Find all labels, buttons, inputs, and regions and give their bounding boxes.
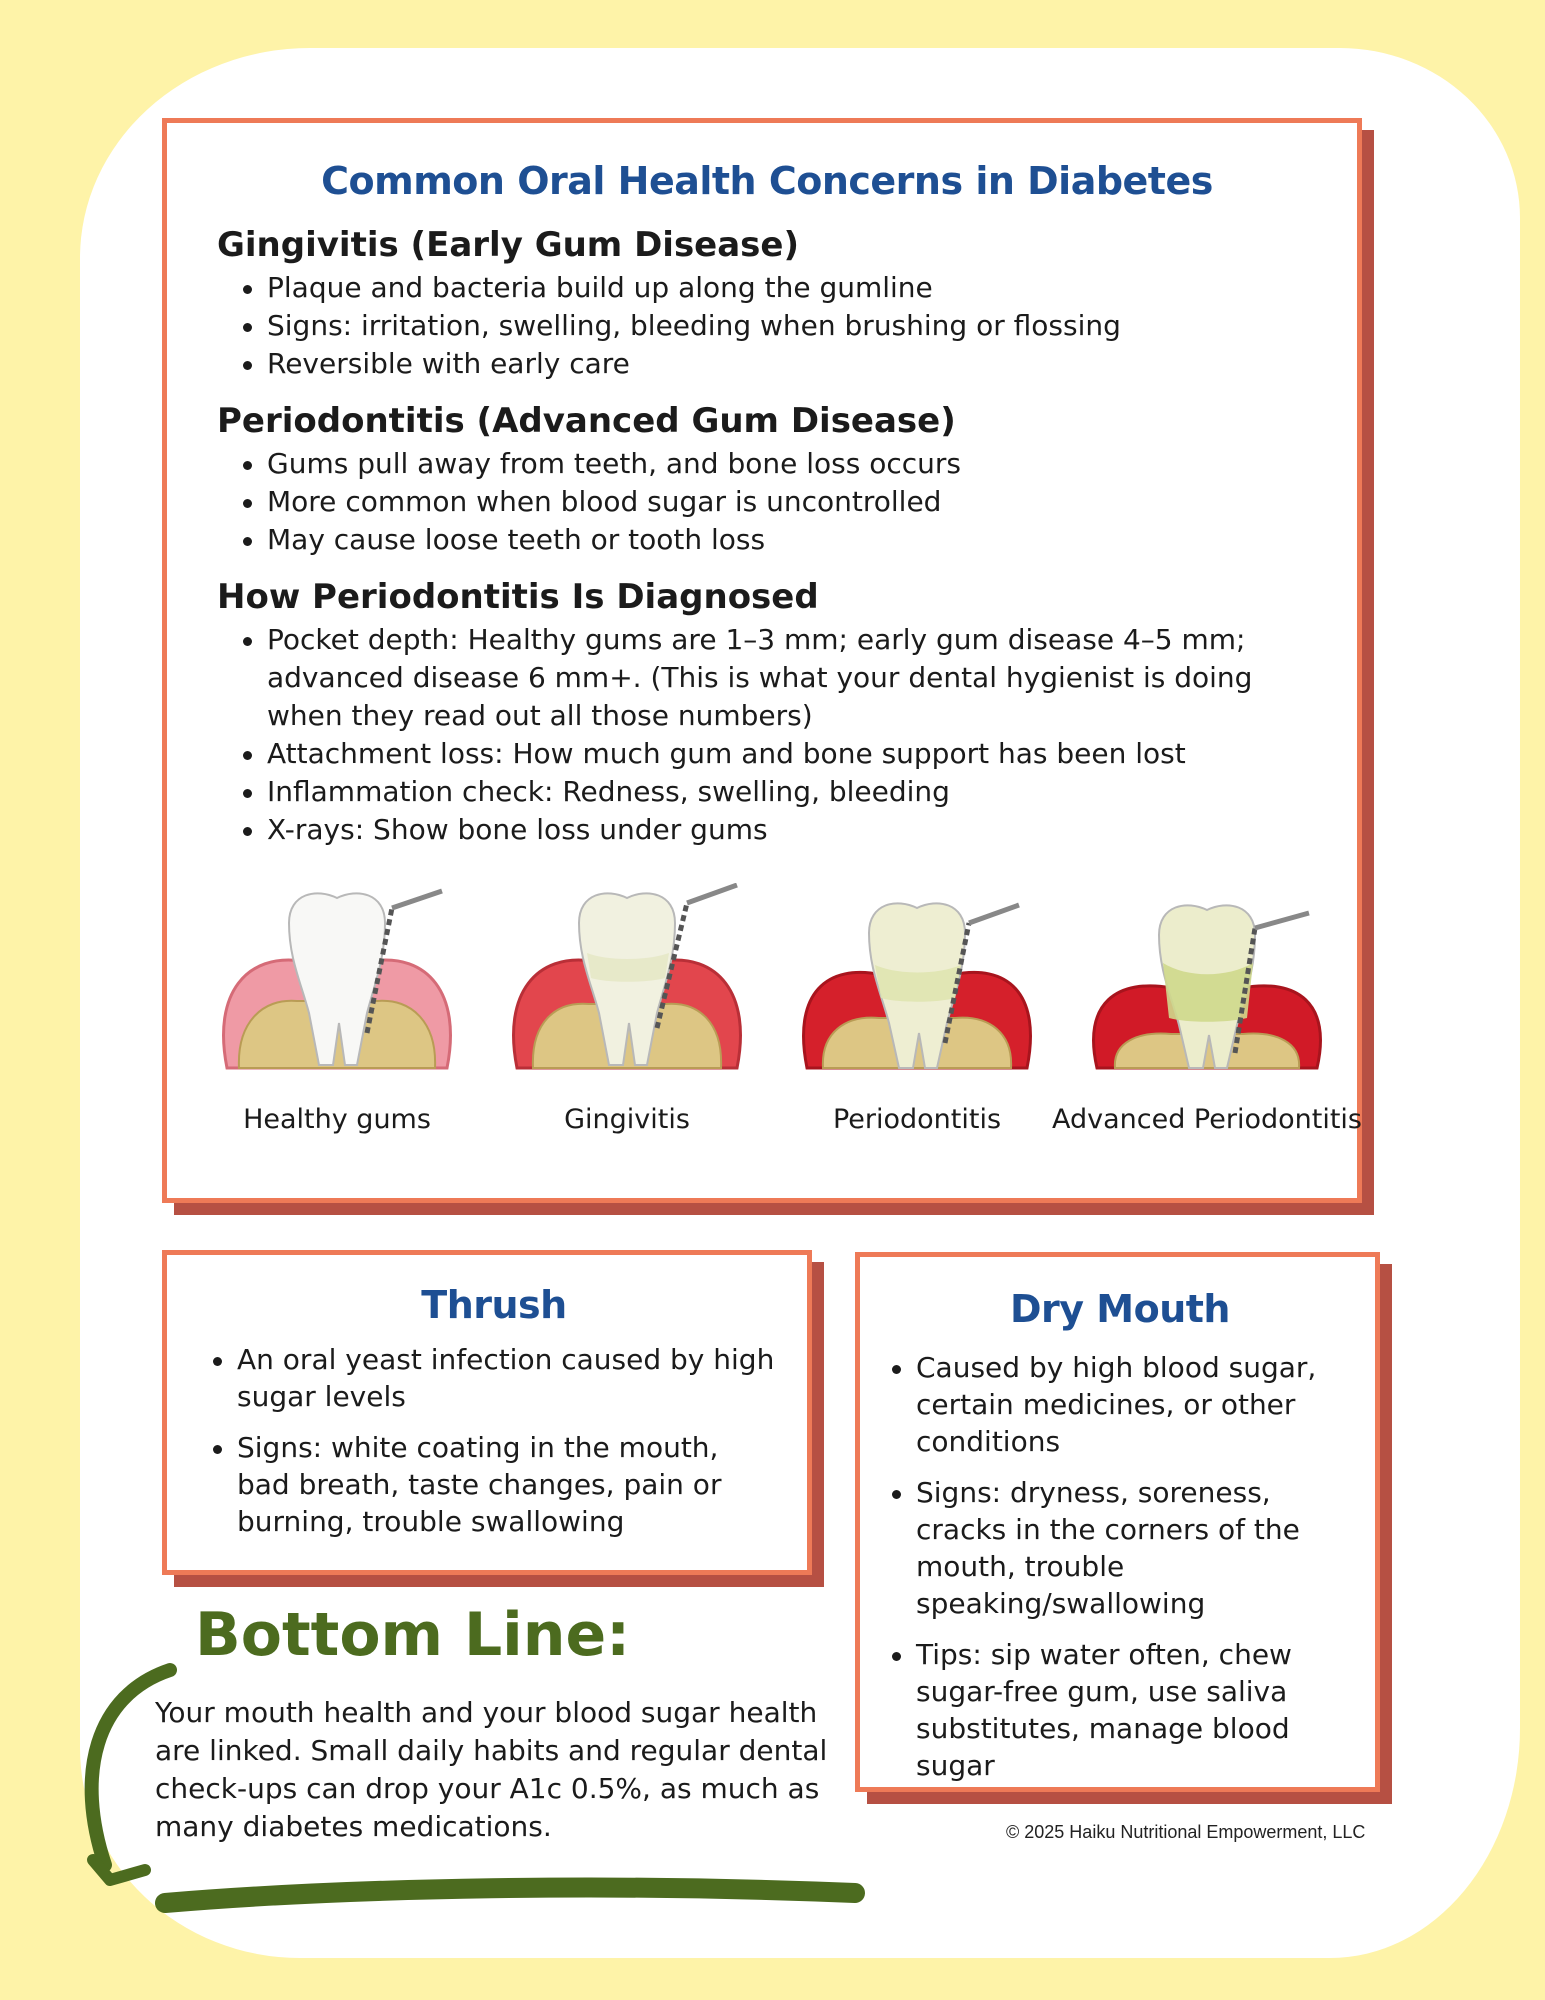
periodontitis-tooth-icon xyxy=(787,883,1047,1093)
stage-label-periodontitis: Periodontitis xyxy=(832,1104,1002,1135)
periodontitis-heading: Periodontitis (Advanced Gum Disease) xyxy=(217,401,956,441)
stage-advanced-periodontitis xyxy=(1051,883,1362,1203)
list-item: Inflammation check: Redness, swelling, bleeding xyxy=(241,773,1317,811)
advanced-periodontitis-tooth-icon xyxy=(1077,883,1337,1093)
list-item: More common when blood sugar is uncontrolled xyxy=(241,483,1317,521)
stage-healthy xyxy=(207,883,467,1203)
list-item: Signs: dryness, soreness, cracks in the corners of the mouth, trouble speaking/swallowing xyxy=(890,1474,1361,1622)
list-item: Attachment loss: How much gum and bone support has been lost xyxy=(241,735,1317,773)
gingivitis-heading: Gingivitis (Early Gum Disease) xyxy=(217,225,800,265)
diagnosis-list xyxy=(241,621,1317,849)
bottom-line-title: Bottom Line: xyxy=(195,1600,631,1670)
list-item: Signs: white coating in the mouth, bad breath, taste changes, pain or burning, trouble swallowing xyxy=(211,1429,777,1540)
dry-mouth-card xyxy=(855,1252,1380,1792)
copyright-notice: © 2025 Haiku Nutritional Empowerment, LLC xyxy=(1006,1822,1366,1842)
list-item: Gums pull away from teeth, and bone loss occurs xyxy=(241,445,1317,483)
main-title: Common Oral Health Concerns in Diabetes xyxy=(321,159,1213,203)
list-item: X-rays: Show bone loss under gums xyxy=(241,811,1317,849)
thrush-list xyxy=(211,1341,777,1540)
list-item: An oral yeast infection caused by high sugar levels xyxy=(211,1341,777,1415)
list-item: Signs: irritation, swelling, bleeding when brushing or flossing xyxy=(241,307,1317,345)
stage-gingivitis xyxy=(497,883,757,1203)
gingivitis-list xyxy=(241,269,1317,383)
stage-label-advanced-periodontitis: Advanced Periodontitis xyxy=(1051,1104,1362,1135)
list-item: Plaque and bacteria build up along the gumline xyxy=(241,269,1317,307)
dry-mouth-list xyxy=(890,1349,1361,1784)
list-item: Pocket depth: Healthy gums are 1–3 mm; early gum disease 4–5 mm; advanced disease 6 mm+. (This is what your dental hygienist is doing when they read out all those numbers) xyxy=(241,621,1317,735)
stage-label-healthy: Healthy gums xyxy=(243,1104,431,1135)
stage-label-gingivitis: Gingivitis xyxy=(564,1104,690,1135)
healthy-tooth-icon xyxy=(207,883,467,1093)
diagnosis-heading: How Periodontitis Is Diagnosed xyxy=(217,577,819,617)
stage-periodontitis xyxy=(787,883,1047,1203)
list-item: Caused by high blood sugar, certain medicines, or other conditions xyxy=(890,1349,1361,1460)
list-item: Tips: sip water often, chew sugar-free gum, use saliva substitutes, manage blood sugar xyxy=(890,1636,1361,1784)
dry-mouth-title: Dry Mouth xyxy=(1010,1287,1230,1331)
thrush-card xyxy=(162,1250,812,1575)
diagnosis-section xyxy=(217,577,1317,849)
list-item: Reversible with early care xyxy=(241,345,1317,383)
list-item: May cause loose teeth or tooth loss xyxy=(241,521,1317,559)
oral-health-concerns-card xyxy=(162,118,1362,1203)
periodontitis-list xyxy=(241,445,1317,559)
gingivitis-tooth-icon xyxy=(497,883,757,1093)
thrush-title: Thrush xyxy=(421,1283,567,1327)
periodontitis-section xyxy=(217,401,1317,559)
bottom-line-text: Your mouth health and your blood sugar health are linked. Small daily habits and regular dental check-ups can drop your A1c 0.5%, as much as many diabetes medications. xyxy=(155,1696,828,1843)
gingivitis-section xyxy=(217,225,1317,383)
gum-disease-stages xyxy=(207,883,1362,1203)
